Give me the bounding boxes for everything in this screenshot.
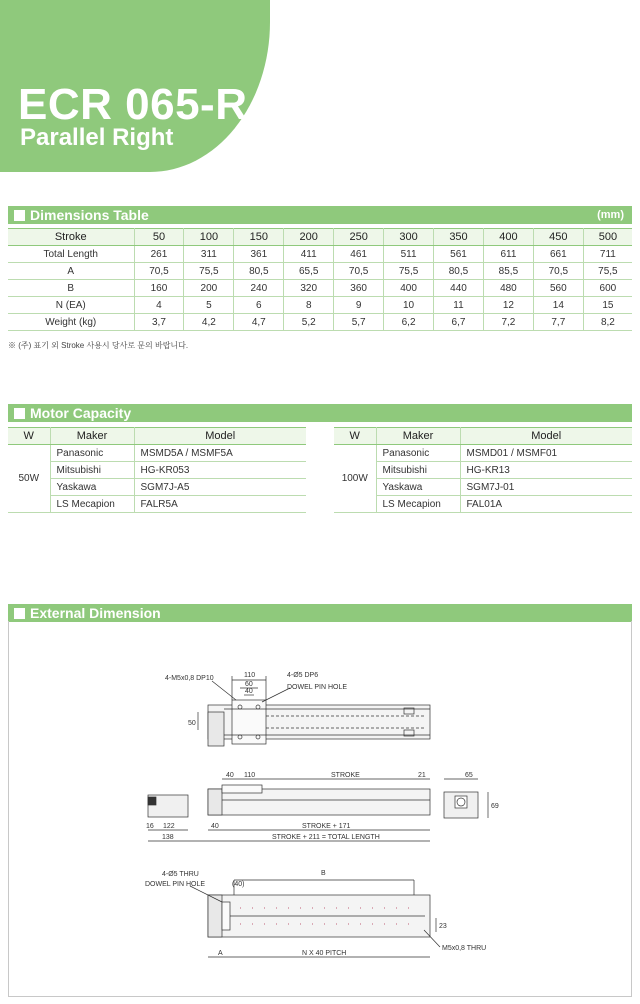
motor-row	[8, 445, 306, 462]
motor-section-title: Motor Capacity	[30, 405, 132, 421]
dim-cell: 311	[184, 246, 234, 263]
square-bullet-icon	[14, 210, 25, 221]
dim-row	[8, 246, 632, 263]
dim-cell: 80,5	[434, 263, 484, 280]
dim-40-top: 40	[245, 688, 253, 695]
motor-row	[334, 462, 632, 479]
motor-model: HG-KR13	[460, 462, 632, 479]
label-thru-2: DOWEL PIN HOLE	[145, 881, 206, 888]
label-dowel-2: DOWEL PIN HOLE	[287, 684, 348, 691]
dim-stroke-side: STROKE	[331, 772, 360, 779]
dim-cell: 9	[334, 297, 384, 314]
dim-cell: 611	[483, 246, 533, 263]
motor-wattage: 100W	[334, 445, 376, 513]
dim-cell: 261	[134, 246, 184, 263]
dim-21-side: 21	[418, 772, 426, 779]
dim-cell: 400	[384, 280, 434, 297]
motor-row	[8, 496, 306, 513]
dim-cell: 240	[234, 280, 284, 297]
dim-122-side: 122	[163, 823, 175, 830]
motor-maker: Panasonic	[50, 445, 134, 462]
dim-16-side: 16	[146, 823, 154, 830]
dim-60-top: 60	[245, 681, 253, 688]
drawing-frame	[8, 621, 632, 997]
dim-cell: 10	[384, 297, 434, 314]
dim-cell: 600	[583, 280, 632, 297]
dim-cell: 511	[384, 246, 434, 263]
dim-cell: 80,5	[234, 263, 284, 280]
motor-header-cell: Model	[460, 428, 632, 445]
dim-cell: 440	[434, 280, 484, 297]
dim-cell: 15	[583, 297, 632, 314]
dim-header-cell: 250	[334, 229, 384, 246]
dim-cell: 7,7	[533, 314, 583, 331]
motor-wattage: 50W	[8, 445, 50, 513]
dim-40-side: 40	[226, 772, 234, 779]
dim-cell: 7,2	[483, 314, 533, 331]
dim-row	[8, 314, 632, 331]
dim-69-side: 69	[491, 803, 499, 810]
external-section-header	[8, 604, 632, 622]
dim-cell: 661	[533, 246, 583, 263]
dim-row	[8, 280, 632, 297]
dim-total-side: STROKE + 211 = TOTAL LENGTH	[272, 834, 380, 841]
motor-maker: LS Mecapion	[50, 496, 134, 513]
dim-stroke171-side: STROKE + 171	[302, 823, 351, 830]
motor-header-row	[334, 428, 632, 445]
motor-row	[334, 496, 632, 513]
dim-cell: 160	[134, 280, 184, 297]
dim-cell: 85,5	[483, 263, 533, 280]
dim-cell: 561	[434, 246, 484, 263]
dim-65-side: 65	[465, 772, 473, 779]
dim-cell: 75,5	[583, 263, 632, 280]
dim-cell: 320	[284, 280, 334, 297]
motor-maker: Mitsubishi	[376, 462, 460, 479]
dim-header-row	[8, 229, 632, 246]
dim-header-cell: 400	[483, 229, 533, 246]
motor-model: MSMD5A / MSMF5A	[134, 445, 306, 462]
motor-model: HG-KR053	[134, 462, 306, 479]
dim-row-label: B	[8, 280, 134, 297]
label-tap-hole: 4-M5x0,8 DP10	[165, 675, 214, 682]
motor-maker: Yaskawa	[50, 479, 134, 496]
motor-model: SGM7J-A5	[134, 479, 306, 496]
label-thru-1: 4-Ø5 THRU	[162, 871, 199, 878]
unit-label: (mm)	[597, 209, 624, 221]
motor-table-100w	[334, 427, 632, 513]
dim-110-top: 110	[244, 672, 256, 679]
dim-header-cell: 50	[134, 229, 184, 246]
dim-row-label: A	[8, 263, 134, 280]
dim-row-label: N (EA)	[8, 297, 134, 314]
dimensions-section-header	[8, 206, 632, 224]
dim-cell: 361	[234, 246, 284, 263]
dim-cell: 360	[334, 280, 384, 297]
square-bullet-icon	[14, 608, 25, 619]
external-section-title: External Dimension	[30, 605, 161, 621]
motor-model: FAL01A	[460, 496, 632, 513]
motor-header-cell: W	[8, 428, 50, 445]
dim-header-cell: 450	[533, 229, 583, 246]
label-dowel-1: 4-Ø5 DP6	[287, 672, 319, 679]
dim-cell: 6,7	[434, 314, 484, 331]
dim-header-cell: 300	[384, 229, 434, 246]
dim-110-side: 110	[244, 772, 256, 779]
product-subtitle: Parallel Right	[20, 124, 174, 151]
motor-header-cell: Model	[134, 428, 306, 445]
dim-row-label: Total Length	[8, 246, 134, 263]
dim-a-bottom: A	[218, 950, 223, 957]
dim-cell: 65,5	[284, 263, 334, 280]
title-banner	[0, 0, 270, 172]
dim-header-cell: 100	[184, 229, 234, 246]
dim-cell: 4	[134, 297, 184, 314]
dim-cell: 12	[483, 297, 533, 314]
motor-header-row	[8, 428, 306, 445]
dim-header-cell: 350	[434, 229, 484, 246]
motor-header-cell: Maker	[50, 428, 134, 445]
dim-cell: 5,2	[284, 314, 334, 331]
motor-model: MSMD01 / MSMF01	[460, 445, 632, 462]
dim-cell: 411	[284, 246, 334, 263]
dim-cell: 75,5	[384, 263, 434, 280]
dim-cell: 461	[334, 246, 384, 263]
motor-section-header	[8, 404, 632, 422]
dim-b-bottom: B	[321, 870, 326, 877]
motor-row	[334, 479, 632, 496]
dim-cell: 14	[533, 297, 583, 314]
dim-cell: 6	[234, 297, 284, 314]
stroke-note: ※ (주) 표기 외 Stroke 사용시 당사로 문의 바랍니다.	[8, 341, 189, 350]
dim-138-side: 138	[162, 834, 174, 841]
dim-pitch-bottom: N X 40 PITCH	[302, 950, 347, 957]
dim-cell: 6,2	[384, 314, 434, 331]
dim-cell: 560	[533, 280, 583, 297]
motor-maker: Panasonic	[376, 445, 460, 462]
dim-row	[8, 263, 632, 280]
motor-maker: LS Mecapion	[376, 496, 460, 513]
dim-cell: 75,5	[184, 263, 234, 280]
motor-maker: Mitsubishi	[50, 462, 134, 479]
motor-row	[8, 462, 306, 479]
dim-cell: 70,5	[134, 263, 184, 280]
motor-maker: Yaskawa	[376, 479, 460, 496]
dim-header-cell: 500	[583, 229, 632, 246]
dimensions-section-title: Dimensions Table	[30, 207, 149, 223]
dim-cell: 11	[434, 297, 484, 314]
dim-cell: 70,5	[334, 263, 384, 280]
dim-cell: 5	[184, 297, 234, 314]
dim-cell: 200	[184, 280, 234, 297]
dim-50-top: 50	[188, 720, 196, 727]
product-title: ECR 065-R	[18, 80, 248, 129]
dim-cell: 3,7	[134, 314, 184, 331]
label-m5-thru: M5x0,8 THRU	[442, 945, 487, 952]
dim-cell: 480	[483, 280, 533, 297]
dim-23-bottom: 23	[439, 923, 447, 930]
dim-cell: 4,7	[234, 314, 284, 331]
dimensions-table	[8, 228, 632, 331]
dim-header-cell: 200	[284, 229, 334, 246]
dim-cell: 711	[583, 246, 632, 263]
dim-cell: 5,7	[334, 314, 384, 331]
dim-header-cell: Stroke	[8, 229, 134, 246]
motor-row	[8, 479, 306, 496]
motor-row	[334, 445, 632, 462]
dim-40b-side: 40	[211, 823, 219, 830]
motor-table-50w	[8, 427, 306, 513]
dim-cell: 8	[284, 297, 334, 314]
dim-cell: 70,5	[533, 263, 583, 280]
dim-row-label: Weight (kg)	[8, 314, 134, 331]
dim-row	[8, 297, 632, 314]
dim-header-cell: 150	[234, 229, 284, 246]
motor-model: FALR5A	[134, 496, 306, 513]
dim-cell: 8,2	[583, 314, 632, 331]
motor-model: SGM7J-01	[460, 479, 632, 496]
dim-40p-bottom: (40)	[232, 881, 245, 888]
dim-cell: 4,2	[184, 314, 234, 331]
square-bullet-icon	[14, 408, 25, 419]
motor-header-cell: W	[334, 428, 376, 445]
motor-header-cell: Maker	[376, 428, 460, 445]
